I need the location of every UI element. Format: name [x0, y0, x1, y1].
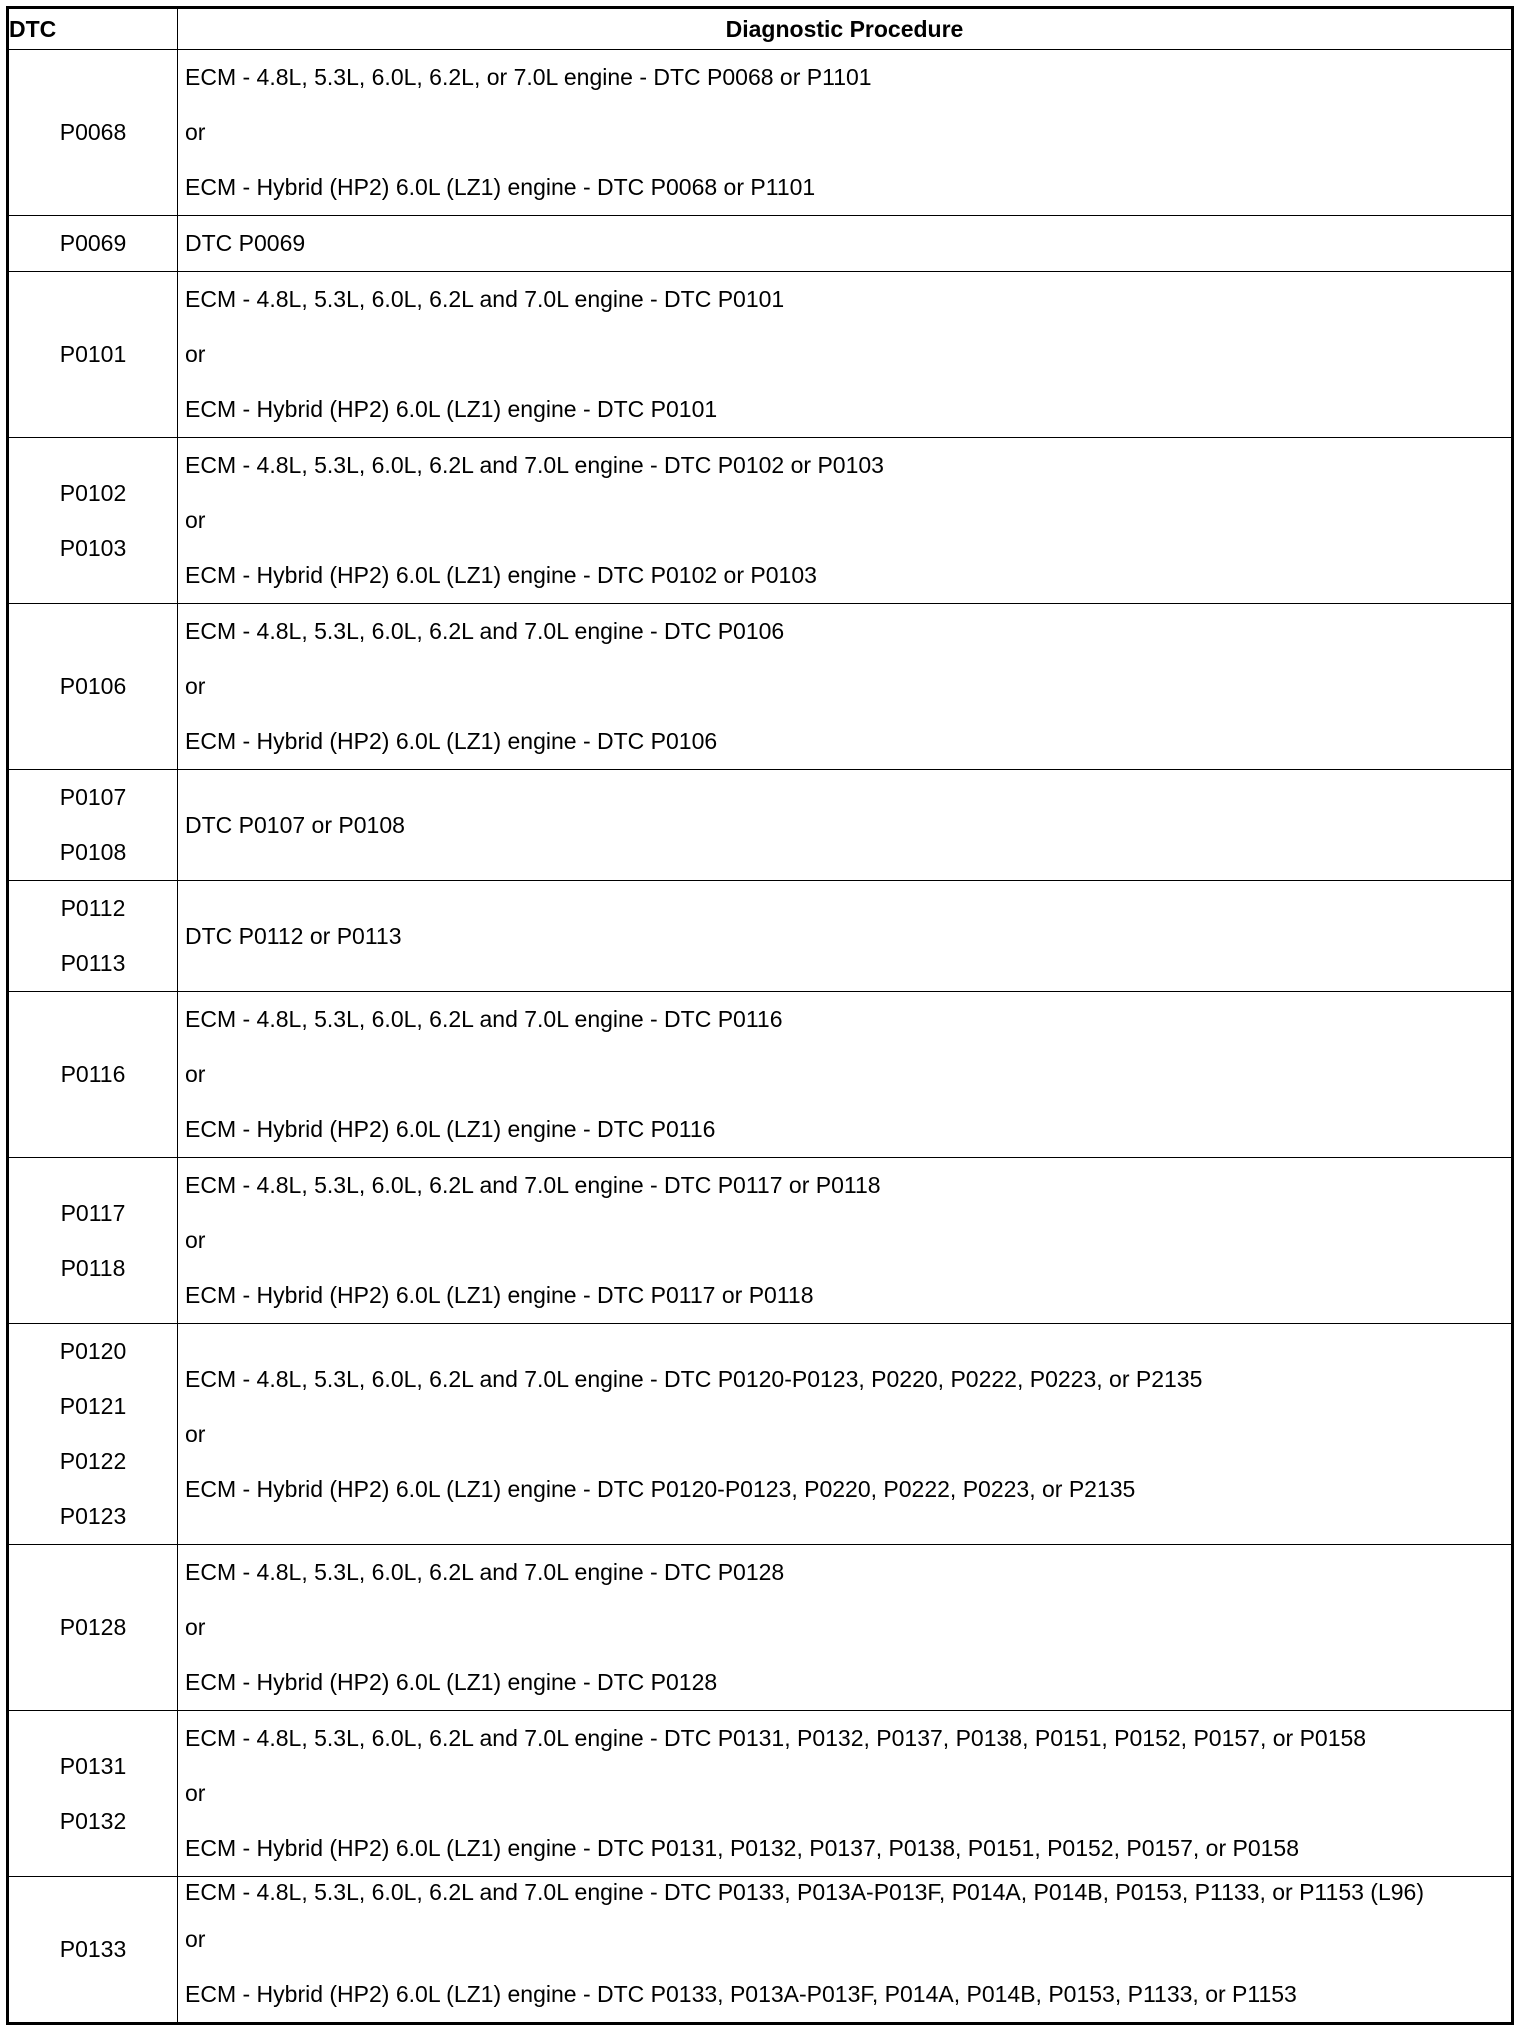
table-row — [8, 604, 1513, 770]
table-row — [8, 1877, 1513, 2024]
dtc-code: P0121 — [59, 1393, 127, 1419]
dtc-cell — [8, 770, 178, 881]
table-row — [8, 438, 1513, 604]
dtc-code: P0103 — [59, 534, 127, 561]
procedure-separator: or — [185, 119, 206, 145]
procedure-column-header: Diagnostic Procedure — [178, 8, 1513, 50]
table-row — [8, 1158, 1513, 1324]
procedure-text: DTC P0112 or P0113 — [185, 922, 402, 949]
dtc-code: P0120 — [59, 1338, 127, 1364]
dtc-code: P0117 — [60, 1199, 126, 1226]
dtc-cell — [8, 1877, 178, 2024]
table-row — [8, 881, 1513, 992]
table-row — [8, 770, 1513, 881]
procedure-cell — [178, 1711, 1513, 1877]
procedure-separator: or — [185, 673, 206, 699]
dtc-code: P0133 — [59, 1936, 127, 1962]
procedure-text: ECM - 4.8L, 5.3L, 6.0L, 6.2L and 7.0L engine - DTC P0117 or P0118 — [185, 1172, 881, 1198]
procedure-text: ECM - 4.8L, 5.3L, 6.0L, 6.2L and 7.0L engine - DTC P0120-P0123, P0220, P0222, P0223, or P2135 — [185, 1365, 1203, 1392]
table-row — [8, 272, 1513, 438]
dtc-code: P0131 — [59, 1752, 127, 1779]
procedure-cell — [178, 1545, 1513, 1711]
dtc-code: P0068 — [59, 119, 127, 145]
dtc-cell — [8, 50, 178, 216]
dtc-cell — [8, 272, 178, 438]
procedure-text: ECM - 4.8L, 5.3L, 6.0L, 6.2L, or 7.0L engine - DTC P0068 or P1101 — [185, 64, 872, 90]
procedure-text: ECM - 4.8L, 5.3L, 6.0L, 6.2L and 7.0L engine - DTC P0101 — [185, 286, 785, 312]
procedure-cell — [178, 438, 1513, 604]
dtc-cell — [8, 881, 178, 992]
table-row — [8, 216, 1513, 272]
dtc-procedure-table — [6, 6, 1514, 2025]
procedure-text: ECM - 4.8L, 5.3L, 6.0L, 6.2L and 7.0L engine - DTC P0133, P013A-P013F, P014A, P014B, P0153, P1133, or P1153 (L96) — [185, 1879, 1424, 1905]
dtc-code: P0113 — [60, 950, 126, 976]
dtc-cell — [8, 992, 178, 1158]
procedure-text: ECM - Hybrid (HP2) 6.0L (LZ1) engine - DTC P0133, P013A-P013F, P014A, P014B, P0153, P1133, or P1153 — [185, 1981, 1297, 2007]
dtc-code: P0118 — [60, 1254, 126, 1281]
table-row — [8, 1711, 1513, 1877]
procedure-text: ECM - Hybrid (HP2) 6.0L (LZ1) engine - DTC P0102 or P0103 — [185, 562, 817, 588]
table-row — [8, 1324, 1513, 1545]
table-row — [8, 50, 1513, 216]
procedure-separator: or — [185, 1420, 206, 1447]
procedure-separator: or — [185, 1926, 206, 1952]
procedure-cell — [178, 881, 1513, 992]
procedure-cell — [178, 1158, 1513, 1324]
procedure-separator: or — [185, 1061, 206, 1087]
procedure-cell — [178, 770, 1513, 881]
procedure-text: ECM - Hybrid (HP2) 6.0L (LZ1) engine - DTC P0116 — [185, 1116, 716, 1142]
procedure-text: ECM - Hybrid (HP2) 6.0L (LZ1) engine - DTC P0101 — [185, 396, 718, 422]
dtc-code: P0102 — [59, 479, 127, 506]
dtc-cell — [8, 604, 178, 770]
procedure-cell — [178, 216, 1513, 272]
dtc-code: P0107 — [59, 784, 127, 810]
table-row — [8, 992, 1513, 1158]
procedure-separator: or — [185, 1227, 206, 1253]
dtc-code: P0128 — [59, 1614, 127, 1640]
procedure-cell — [178, 1324, 1513, 1545]
dtc-code: P0123 — [59, 1503, 127, 1529]
dtc-column-header: DTC — [8, 8, 178, 50]
procedure-text: ECM - Hybrid (HP2) 6.0L (LZ1) engine - DTC P0106 — [185, 728, 718, 754]
procedure-cell — [178, 50, 1513, 216]
procedure-text: ECM - 4.8L, 5.3L, 6.0L, 6.2L and 7.0L engine - DTC P0128 — [185, 1559, 785, 1585]
dtc-cell — [8, 216, 178, 272]
procedure-text: ECM - Hybrid (HP2) 6.0L (LZ1) engine - DTC P0128 — [185, 1669, 718, 1695]
procedure-text: ECM - 4.8L, 5.3L, 6.0L, 6.2L and 7.0L engine - DTC P0131, P0132, P0137, P0138, P0151, P0152, P0157, or P0158 — [185, 1725, 1367, 1751]
procedure-text: ECM - 4.8L, 5.3L, 6.0L, 6.2L and 7.0L engine - DTC P0106 — [185, 618, 785, 644]
table-row — [8, 1545, 1513, 1711]
procedure-text: ECM - Hybrid (HP2) 6.0L (LZ1) engine - DTC P0068 or P1101 — [185, 174, 816, 200]
table-body — [8, 50, 1513, 2024]
procedure-text: ECM - Hybrid (HP2) 6.0L (LZ1) engine - DTC P0117 or P0118 — [185, 1282, 814, 1308]
procedure-text: DTC P0069 — [185, 230, 306, 256]
dtc-cell — [8, 438, 178, 604]
dtc-cell — [8, 1158, 178, 1324]
dtc-code: P0069 — [59, 230, 127, 256]
dtc-code: P0106 — [59, 673, 127, 699]
procedure-cell — [178, 992, 1513, 1158]
dtc-cell — [8, 1545, 178, 1711]
procedure-cell — [178, 604, 1513, 770]
procedure-text: ECM - Hybrid (HP2) 6.0L (LZ1) engine - DTC P0131, P0132, P0137, P0138, P0151, P0152, P0157, or P0158 — [185, 1835, 1300, 1861]
dtc-code: P0132 — [59, 1807, 127, 1834]
procedure-text: ECM - Hybrid (HP2) 6.0L (LZ1) engine - DTC P0120-P0123, P0220, P0222, P0223, or P2135 — [185, 1475, 1136, 1502]
procedure-cell — [178, 272, 1513, 438]
table-header-row — [8, 8, 1513, 50]
procedure-separator: or — [185, 1614, 206, 1640]
procedure-separator: or — [185, 341, 206, 367]
procedure-separator: or — [185, 1780, 206, 1806]
procedure-text: DTC P0107 or P0108 — [185, 811, 405, 838]
dtc-cell — [8, 1711, 178, 1877]
dtc-code: P0122 — [59, 1448, 127, 1474]
procedure-text: ECM - 4.8L, 5.3L, 6.0L, 6.2L and 7.0L engine - DTC P0102 or P0103 — [185, 452, 884, 478]
dtc-code: P0108 — [59, 839, 127, 865]
dtc-code: P0101 — [59, 341, 127, 367]
procedure-text: ECM - 4.8L, 5.3L, 6.0L, 6.2L and 7.0L engine - DTC P0116 — [185, 1006, 783, 1032]
dtc-code: P0112 — [60, 895, 126, 921]
procedure-cell — [178, 1877, 1513, 2024]
dtc-code: P0116 — [60, 1061, 126, 1087]
procedure-separator: or — [185, 507, 206, 533]
dtc-cell — [8, 1324, 178, 1545]
